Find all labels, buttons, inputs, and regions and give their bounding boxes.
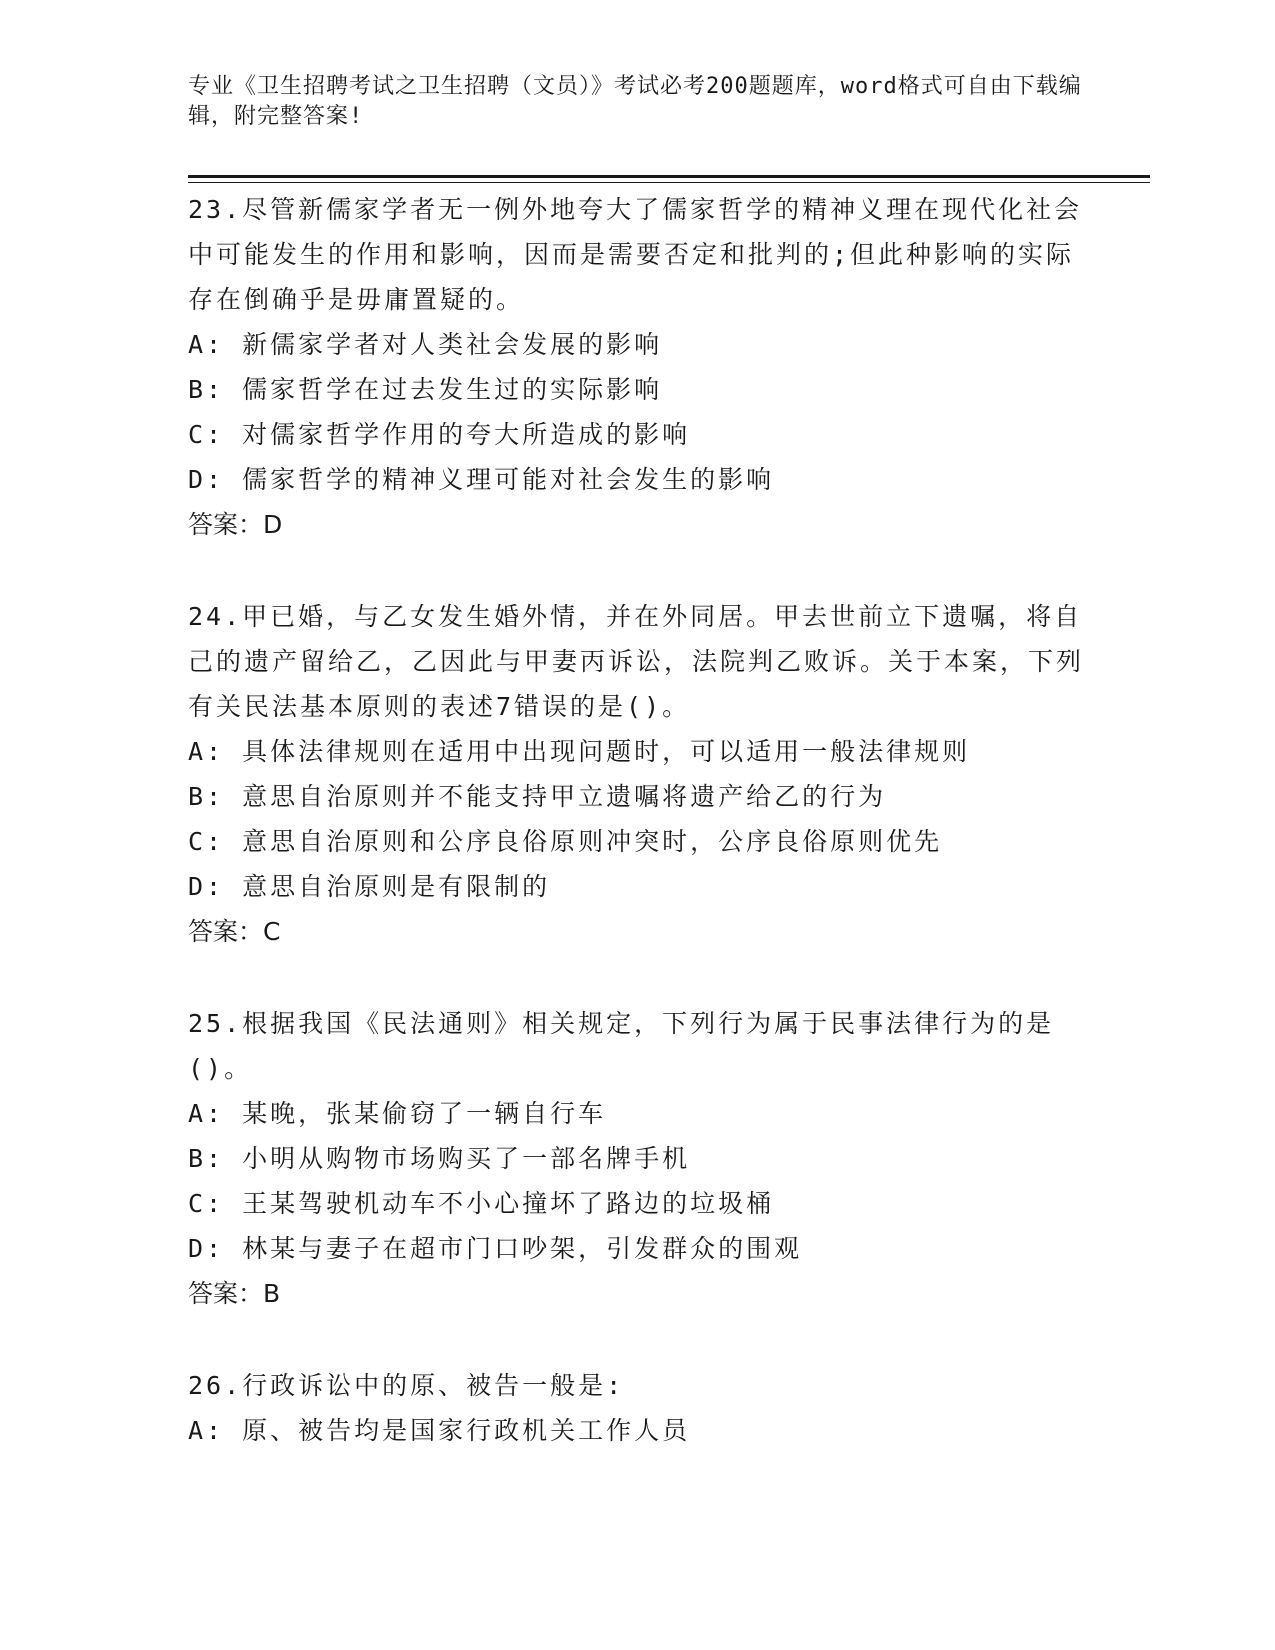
answer-line: 答案：B [188,1279,281,1308]
option-b: B: 意思自治原则并不能支持甲立遗嘱将遗产给乙的行为 [188,782,887,811]
option-c: C: 意思自治原则和公序良俗原则冲突时，公序良俗原则优先 [188,827,943,856]
document-header: 专业《卫生招聘考试之卫生招聘（文员）》考试必考200题题库，word格式可自由下载编辑，附完整答案! [188,74,1082,129]
header-divider-thin [188,182,1150,183]
question-stem: 23.尽管新儒家学者无一例外地夸大了儒家哲学的精神义理在现代化社会中可能发生的作用和影响，因而是需要否定和批判的;但此种影响的实际存在倒确乎是毋庸置疑的。 [188,195,1083,314]
option-c: C: 王某驾驶机动车不小心撞坏了路边的垃圾桶 [188,1189,775,1218]
option-b: B: 小明从购物市场购买了一部名牌手机 [188,1144,691,1173]
option-a: A: 原、被告均是国家行政机关工作人员 [188,1416,691,1445]
option-a: A: 新儒家学者对人类社会发展的影响 [188,330,663,359]
option-d: D: 意思自治原则是有限制的 [188,872,551,901]
question-stem: 26.行政诉讼中的原、被告一般是: [188,1371,625,1400]
option-d: D: 儒家哲学的精神义理可能对社会发生的影响 [188,465,775,494]
question-stem: 24.甲已婚，与乙女发生婚外情，并在外同居。甲去世前立下遗嘱，将自己的遗产留给乙，乙因此与甲妻丙诉讼，法院判乙败诉。关于本案，下列有关民法基本原则的表述7错误的是()。 [188,602,1085,721]
question-24 [188,594,1088,954]
header-divider-thick [188,175,1150,178]
question-26 [188,1363,1088,1453]
question-list [188,187,1088,1500]
option-a: A: 具体法律规则在适用中出现问题时，可以适用一般法律规则 [188,737,971,766]
answer-line: 答案：C [188,917,281,946]
option-b: B: 儒家哲学在过去发生过的实际影响 [188,375,663,404]
option-a: A: 某晚，张某偷窃了一辆自行车 [188,1099,607,1128]
answer-line: 答案：D [188,510,283,539]
option-d: D: 林某与妻子在超市门口吵架，引发群众的围观 [188,1234,803,1263]
question-23 [188,187,1088,547]
question-stem: 25.根据我国《民法通则》相关规定，下列行为属于民事法律行为的是()。 [188,1009,1055,1083]
option-c: C: 对儒家哲学作用的夸大所造成的影响 [188,420,691,449]
question-25 [188,1001,1088,1316]
